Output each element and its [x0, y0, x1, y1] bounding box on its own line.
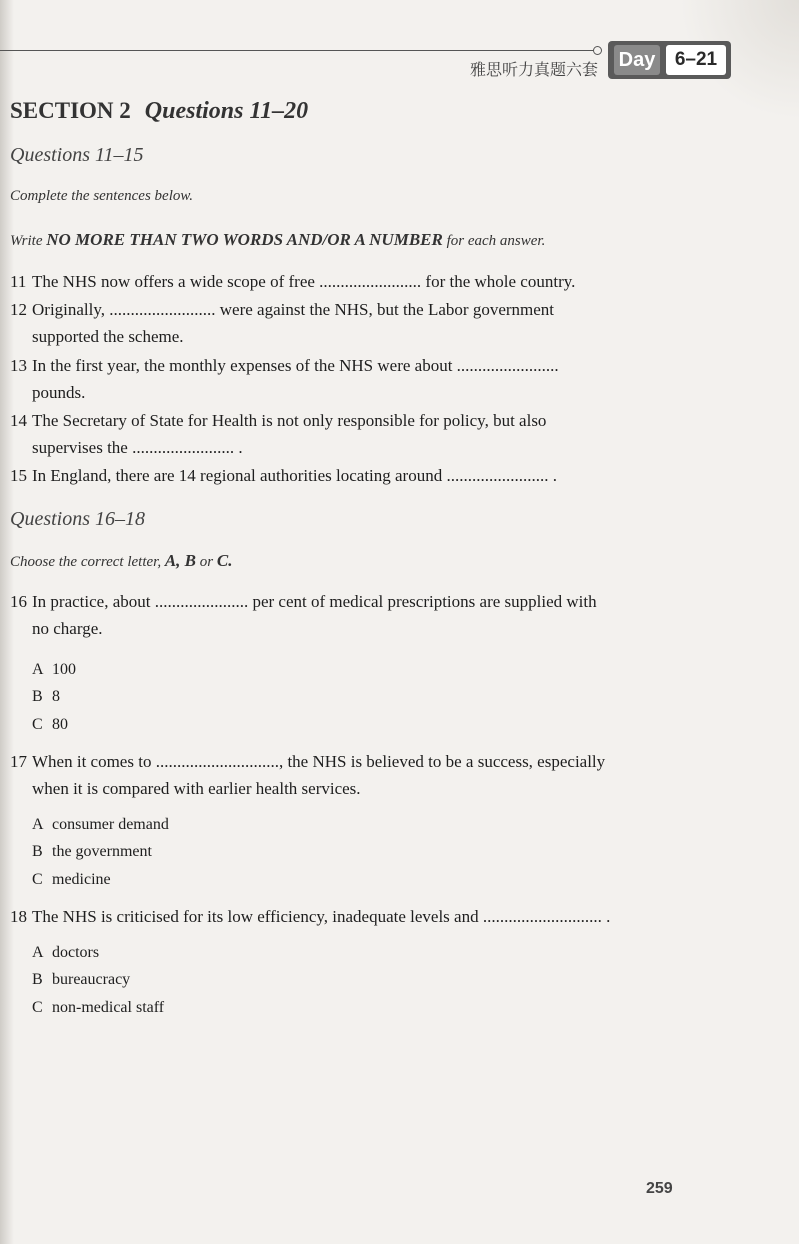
option-text: non-medical staff: [52, 999, 165, 1016]
question-number: 16: [10, 592, 27, 611]
header-rule: [0, 50, 596, 51]
question-17: [10, 748, 678, 802]
section-question-range: Questions 11–20: [144, 98, 309, 124]
instruction-choose: [10, 551, 232, 571]
option-letter: B: [32, 843, 43, 860]
question-text-cont: pounds.: [32, 383, 86, 402]
day-label: Day: [614, 45, 660, 75]
question-number: 13: [10, 356, 27, 375]
book-title: 雅思听力真题六套: [470, 60, 599, 79]
option-letter: B: [32, 688, 43, 705]
option-16-b: [32, 688, 60, 706]
option-18-c: [32, 999, 164, 1017]
question-11: [10, 268, 678, 295]
option-letter: C: [32, 999, 43, 1016]
page-number: 259: [646, 1180, 673, 1197]
question-14: [10, 407, 678, 461]
instruction-word-limit-pre: Write: [10, 233, 47, 249]
option-text: 80: [52, 716, 68, 733]
day-badge: [608, 41, 731, 79]
option-text: the government: [52, 843, 152, 860]
option-text: bureaucracy: [52, 971, 131, 988]
section-title: [10, 98, 308, 125]
option-16-c: [32, 716, 68, 734]
option-text: consumer demand: [52, 816, 169, 833]
option-letter: C: [32, 716, 43, 733]
instruction-complete: Complete the sentences below.: [10, 188, 194, 204]
option-16-a: [32, 661, 76, 679]
question-text-cont: supervises the ........................ .: [32, 438, 243, 457]
group-title-11-15: Questions 11–15: [10, 144, 144, 166]
question-13: [10, 352, 678, 406]
instruction-word-limit-bold: NO MORE THAN TWO WORDS AND/OR A NUMBER: [46, 230, 443, 249]
section-label: SECTION 2: [10, 98, 131, 123]
question-text: When it comes to ............................., the NHS is believed to be a success, especially: [32, 752, 606, 771]
question-text: The Secretary of State for Health is not only responsible for policy, but also: [32, 411, 547, 430]
question-text: In England, there are 14 regional authorities locating around ........................ .: [32, 466, 557, 485]
option-letter: C: [32, 871, 43, 888]
instruction-choose-pre: Choose the correct letter,: [10, 554, 165, 570]
question-text: Originally, ......................... were against the NHS, but the Labor government: [32, 300, 555, 319]
question-18: [10, 903, 678, 930]
question-number: 17: [10, 752, 27, 771]
instruction-choose-letters: A, B: [164, 551, 197, 570]
question-12: [10, 296, 678, 350]
option-text: medicine: [52, 871, 111, 888]
header-rule-end-circle: [593, 46, 602, 55]
option-18-b: [32, 971, 130, 989]
option-17-b: [32, 843, 152, 861]
instruction-word-limit-post: for each answer.: [442, 233, 546, 249]
option-17-a: [32, 816, 169, 834]
instruction-choose-mid: or: [196, 554, 217, 570]
option-18-a: [32, 944, 99, 962]
option-text: 100: [52, 661, 76, 678]
option-text: 8: [52, 688, 60, 705]
option-letter: B: [32, 971, 43, 988]
instruction-word-limit: [10, 230, 545, 250]
question-number: 12: [10, 300, 27, 319]
question-number: 18: [10, 907, 27, 926]
question-text: The NHS is criticised for its low efficiency, inadequate levels and ............................ .: [32, 907, 611, 926]
question-number: 11: [10, 272, 27, 291]
option-letter: A: [32, 944, 44, 961]
option-text: doctors: [52, 944, 100, 961]
question-text: In practice, about ...................... per cent of medical prescriptions are supplied with: [32, 592, 597, 611]
group-title-16-18: Questions 16–18: [10, 508, 145, 530]
question-text-cont: when it is compared with earlier health services.: [32, 779, 361, 798]
instruction-choose-letter-c: C.: [216, 551, 233, 570]
question-15: [10, 462, 678, 489]
option-letter: A: [32, 661, 44, 678]
question-text: The NHS now offers a wide scope of free ........................ for the whole country.: [32, 272, 576, 291]
option-17-c: [32, 871, 111, 889]
question-text-cont: supported the scheme.: [32, 327, 184, 346]
day-range: 6–21: [666, 45, 726, 75]
question-text: In the first year, the monthly expenses of the NHS were about ........................: [32, 356, 559, 375]
question-number: 15: [10, 466, 27, 485]
question-text-cont: no charge.: [32, 619, 103, 638]
question-16: [10, 588, 678, 642]
question-number: 14: [10, 411, 27, 430]
option-letter: A: [32, 816, 44, 833]
